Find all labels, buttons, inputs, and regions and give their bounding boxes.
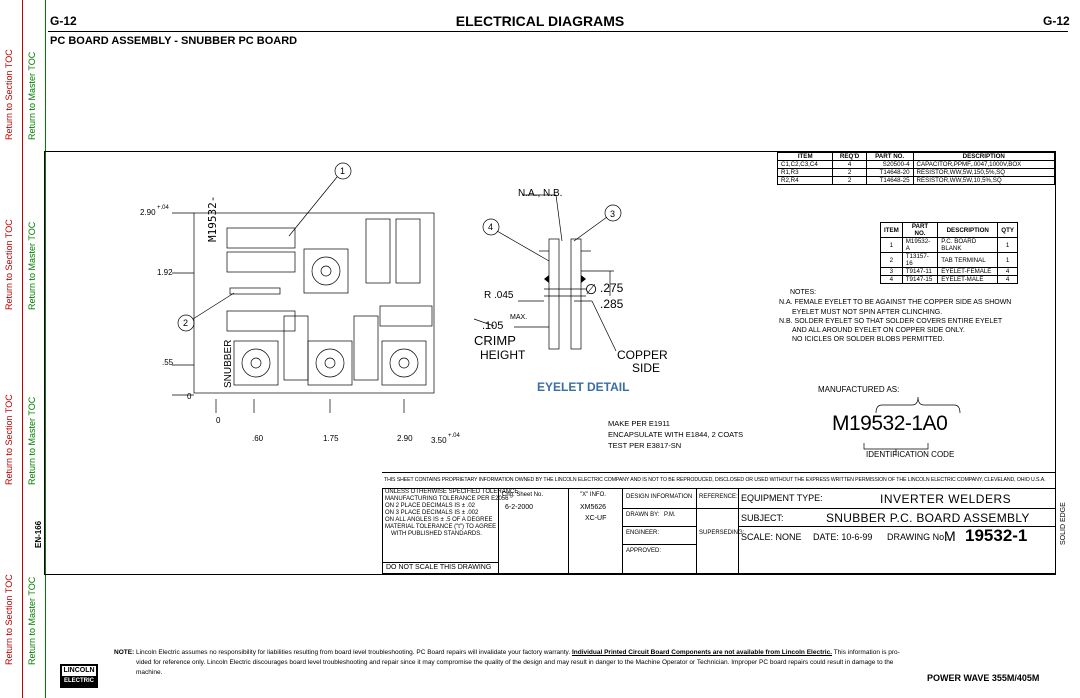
footer-note-text-1: Lincoln Electric assumes no responsibility for liabilities resulting from board level troubleshooting. PC Board repairs will invalidate your factory warranty. [136, 649, 571, 656]
tb-divider-2 [568, 488, 569, 574]
tb-x-info: "X" INFO. [580, 492, 606, 498]
tb-en-code: EN-166 [34, 520, 43, 548]
parts-list-header-row [778, 153, 1055, 161]
tb-equipment-type: INVERTER WELDERS [880, 492, 1012, 506]
return-master-toc-link-4[interactable]: Return to Master TOC [27, 576, 37, 665]
table-cell: M19532-A [902, 238, 937, 253]
header-rule [48, 31, 1068, 32]
lincoln-logo-bottom: ELECTRIC [64, 678, 94, 684]
page-title: ELECTRICAL DIAGRAMS [455, 13, 625, 29]
page-number-left: G-12 [50, 14, 77, 28]
dim-2-90-tol: +.04 [157, 205, 169, 211]
note-line-2: EYELET MUST NOT SPIN AFTER CLINCHING. [792, 309, 943, 316]
tb-subject: SNUBBER P.C. BOARD ASSEMBLY [826, 511, 1030, 525]
dim-1-75: 1.75 [323, 434, 339, 443]
return-section-toc-link-1[interactable]: Return to Section TOC [4, 49, 14, 140]
return-section-toc-link-2[interactable]: Return to Section TOC [4, 219, 14, 310]
part-code: M19532-1A0 [832, 412, 948, 435]
make-per-2: ENCAPSULATE WITH E1844, 2 COATS [608, 430, 744, 439]
bom-header-row [881, 223, 1018, 238]
dim-3-50: 3.50 [431, 436, 447, 445]
proprietary-notice: THIS SHEET CONTAINS PROPRIETARY INFORMATION OWNED BY THE LINCOLN ELECTRIC COMPANY AND IS NOT TO BE REPRODUCED, DISCLOSED OR USED WITHOUT THE EXPRESS WRITTEN PERMISSION OF THE LINCOLN ELECTRIC COMPANY, CLEVELAND, OHIO U.S.A. [384, 477, 1046, 483]
parts-list-col-partno: PART NO. [866, 153, 913, 161]
bom-col-qty: QTY [998, 223, 1018, 238]
footer-note-line-1 [136, 649, 1076, 656]
footer-note-line-2: vided for reference only. Lincoln Electric discourages board level troubleshooting and repair since it may compromise the quality of the design and may result in danger to the Machine Operator or Technician. Improper PC board repairs could result in damage to the [136, 659, 894, 666]
identification-code-label: IDENTIFICATION CODE [866, 450, 955, 459]
dim-0-bottom: 0 [216, 416, 221, 425]
tb-date: DATE: 10-6-99 [813, 532, 873, 542]
lincoln-logo-top: LINCOLN [63, 667, 95, 674]
table-row [881, 276, 1018, 284]
table-cell: 1 [998, 238, 1018, 253]
tb-hline-5 [622, 544, 696, 545]
eyelet-crimp: CRIMP [474, 333, 516, 348]
dim-1-92: 1.92 [157, 268, 173, 277]
note-line-3: N.B. SOLDER EYELET SO THAT SOLDER COVERS ENTIRE EYELET [779, 318, 1003, 325]
proprietary-rule [382, 472, 1056, 473]
eyelet-copper: COPPER [617, 348, 668, 362]
tb-drawing-no: 19532-1 [965, 526, 1028, 545]
tb-equipment-type-label: EQUIPMENT TYPE: [741, 493, 823, 503]
table-cell: 2 [881, 253, 903, 268]
tb-xm: XM5626 [580, 504, 607, 511]
table-cell: R1,R3 [778, 169, 833, 177]
tb-subject-label: SUBJECT: [741, 513, 784, 523]
table-cell: T9147-15 [902, 276, 937, 284]
do-not-scale: DO NOT SCALE THIS DRAWING [386, 564, 492, 571]
table-cell: T13157-16 [902, 253, 937, 268]
tb-drawn-by-val: P.M. [664, 512, 676, 518]
table-cell: TAB TERMINAL [938, 253, 998, 268]
tb-chg-date: 6-2-2000 [505, 504, 534, 511]
tb-superseding: SUPERSEDING: [699, 530, 745, 536]
make-per-3: TEST PER E3817-SN [608, 441, 682, 450]
table-row [881, 253, 1018, 268]
tb-tol-2: MANUFACTURING TOLERANCE PER E2056 [385, 496, 509, 502]
return-master-toc-link-1[interactable]: Return to Master TOC [27, 51, 37, 140]
table-cell: RESISTOR,WW,5W,10,5%,SQ [913, 177, 1054, 185]
footer-note-bold: Individual Printed Circuit Board Components are not available from Lincoln Electric. [571, 649, 832, 656]
product-name: POWER WAVE 355M/405M [927, 673, 1040, 683]
table-cell: C1,C2,C3,C4 [778, 161, 833, 169]
table-cell: T14648-20 [866, 169, 913, 177]
tb-divider-3 [622, 488, 623, 574]
make-per-1: MAKE PER E1911 [608, 419, 670, 428]
tb-hline-6 [382, 562, 498, 563]
footer-note-label: NOTE: [114, 649, 135, 656]
eyelet-detail-caption: EYELET DETAIL [537, 380, 630, 394]
parts-list-table [777, 152, 1055, 185]
return-section-toc-link-4[interactable]: Return to Section TOC [4, 574, 14, 665]
tb-chg-sheet: Chg. Sheet No. [502, 492, 544, 498]
dim-0-55: .55 [162, 358, 174, 367]
tb-engineer: ENGINEER: [626, 530, 660, 536]
parts-list-col-reqd: REQ'D [833, 153, 866, 161]
note-line-1: N.A. FEMALE EYELET TO BE AGAINST THE COPPER SIDE AS SHOWN [779, 299, 1012, 306]
board-snubber-label: SNUBBER [223, 339, 234, 388]
eyelet-dia-symbol: ∅ [585, 281, 598, 297]
table-cell: 4 [998, 276, 1018, 284]
balloon-1-label: 1 [340, 166, 346, 176]
note-line-5: NO ICICLES OR SOLDER BLOBS PERMITTED. [792, 336, 945, 343]
bom-col-partno: PART NO. [902, 223, 937, 238]
lincoln-logo [60, 664, 98, 688]
dim-0-60: .60 [252, 434, 264, 443]
dim-2-90: 2.90 [140, 208, 156, 217]
tb-hline-3 [622, 508, 738, 509]
table-cell: EYELET-FEMALE [938, 268, 998, 276]
board-part-label: M19532- [206, 195, 219, 242]
tb-solid-edge: SOLID EDGE [1060, 502, 1067, 545]
eyelet-d275: .275 [600, 281, 624, 295]
return-master-toc-link-3[interactable]: Return to Master TOC [27, 396, 37, 485]
table-cell: 2 [833, 177, 866, 185]
page-subtitle: PC BOARD ASSEMBLY - SNUBBER PC BOARD [50, 35, 298, 47]
eyelet-side: SIDE [632, 361, 661, 375]
tb-reference: REFERENCE: [699, 494, 738, 500]
table-cell: 3 [881, 268, 903, 276]
tb-tol-4: ON 3 PLACE DECIMALS IS ± .002 [385, 510, 479, 516]
tb-tol-1: UNLESS OTHERWISE SPECIFIED TOLERANCE [385, 489, 519, 495]
note-line-4: AND ALL AROUND EYELET ON COPPER SIDE ONLY. [792, 327, 965, 334]
tb-hline-1 [738, 508, 1056, 509]
table-cell: S20500-4 [866, 161, 913, 169]
tb-tol-3: ON 2 PLACE DECIMALS IS ± .02 [385, 503, 475, 509]
tb-scale: SCALE: NONE [741, 532, 802, 542]
manufactured-as-label: MANUFACTURED AS: [818, 385, 900, 394]
tb-tol-5: ON ALL ANGLES IS ± .5 OF A DEGREE [385, 517, 493, 523]
return-section-toc-link-3[interactable]: Return to Section TOC [4, 394, 14, 485]
balloon-3-label: 3 [610, 209, 616, 219]
balloon-2-label: 2 [183, 318, 189, 328]
table-cell: CAPACITOR,PPMF,.0047,1000V,BOX [913, 161, 1054, 169]
tb-xc: XC-UF [585, 515, 607, 522]
bom-table [880, 222, 1018, 284]
table-cell: R2,R4 [778, 177, 833, 185]
tb-hline-4 [622, 526, 696, 527]
return-master-toc-link-2[interactable]: Return to Master TOC [27, 221, 37, 310]
bom-col-desc: DESCRIPTION [938, 223, 998, 238]
eyelet-d285: .285 [600, 297, 624, 311]
table-cell: 2 [833, 169, 866, 177]
tb-approved: APPROVED: [626, 548, 662, 554]
table-cell: RESISTOR,WW,5W,150,5%,SQ [913, 169, 1054, 177]
sidebar-divider-1 [22, 0, 23, 698]
parts-list-col-item: ITEM [778, 153, 833, 161]
table-cell: 1 [998, 253, 1018, 268]
eyelet-r045: R .045 [484, 290, 514, 301]
table-cell: 4 [881, 276, 903, 284]
notes-heading: NOTES: [790, 289, 817, 296]
table-row [881, 268, 1018, 276]
table-row [881, 238, 1018, 253]
eyelet-max: MAX. [510, 314, 528, 321]
eyelet-na-nb: N.A., N.B. [518, 188, 563, 199]
tb-divider-4 [696, 488, 697, 574]
table-cell: EYELET-MALE [938, 276, 998, 284]
tb-tol-7: WITH PUBLISHED STANDARDS. [391, 531, 482, 537]
balloon-4-label: 4 [488, 222, 494, 232]
bom-col-item: ITEM [881, 223, 903, 238]
table-cell: T9147-11 [902, 268, 937, 276]
dim-3-50-tol: +.04 [448, 433, 460, 439]
table-row [778, 177, 1055, 185]
table-row [778, 169, 1055, 177]
eyelet-height: HEIGHT [480, 348, 526, 362]
footer-note-text-2: This information is pro- [833, 649, 900, 656]
page-number-right: G-12 [1043, 14, 1070, 28]
eyelet-d105: .105 [482, 320, 504, 332]
tb-m: M [944, 528, 956, 544]
tb-design-info: DESIGN INFORMATION [626, 494, 693, 500]
table-cell: P.C. BOARD BLANK [938, 238, 998, 253]
table-cell: 1 [881, 238, 903, 253]
tb-tol-6: MATERIAL TOLERANCE ("t") TO AGREE [385, 524, 497, 530]
table-cell: T14648-25 [866, 177, 913, 185]
parts-list-col-desc: DESCRIPTION [913, 153, 1054, 161]
tb-drawn-by: DRAWN BY: [626, 512, 660, 518]
dim-2-90-bottom: 2.90 [397, 434, 413, 443]
table-cell: 4 [833, 161, 866, 169]
table-row [778, 161, 1055, 169]
table-cell: 4 [998, 268, 1018, 276]
footer-note-line-3: machine. [136, 669, 163, 676]
dim-0-left: 0 [187, 392, 192, 401]
tb-drawing-no-label: DRAWING No.: [887, 532, 950, 542]
